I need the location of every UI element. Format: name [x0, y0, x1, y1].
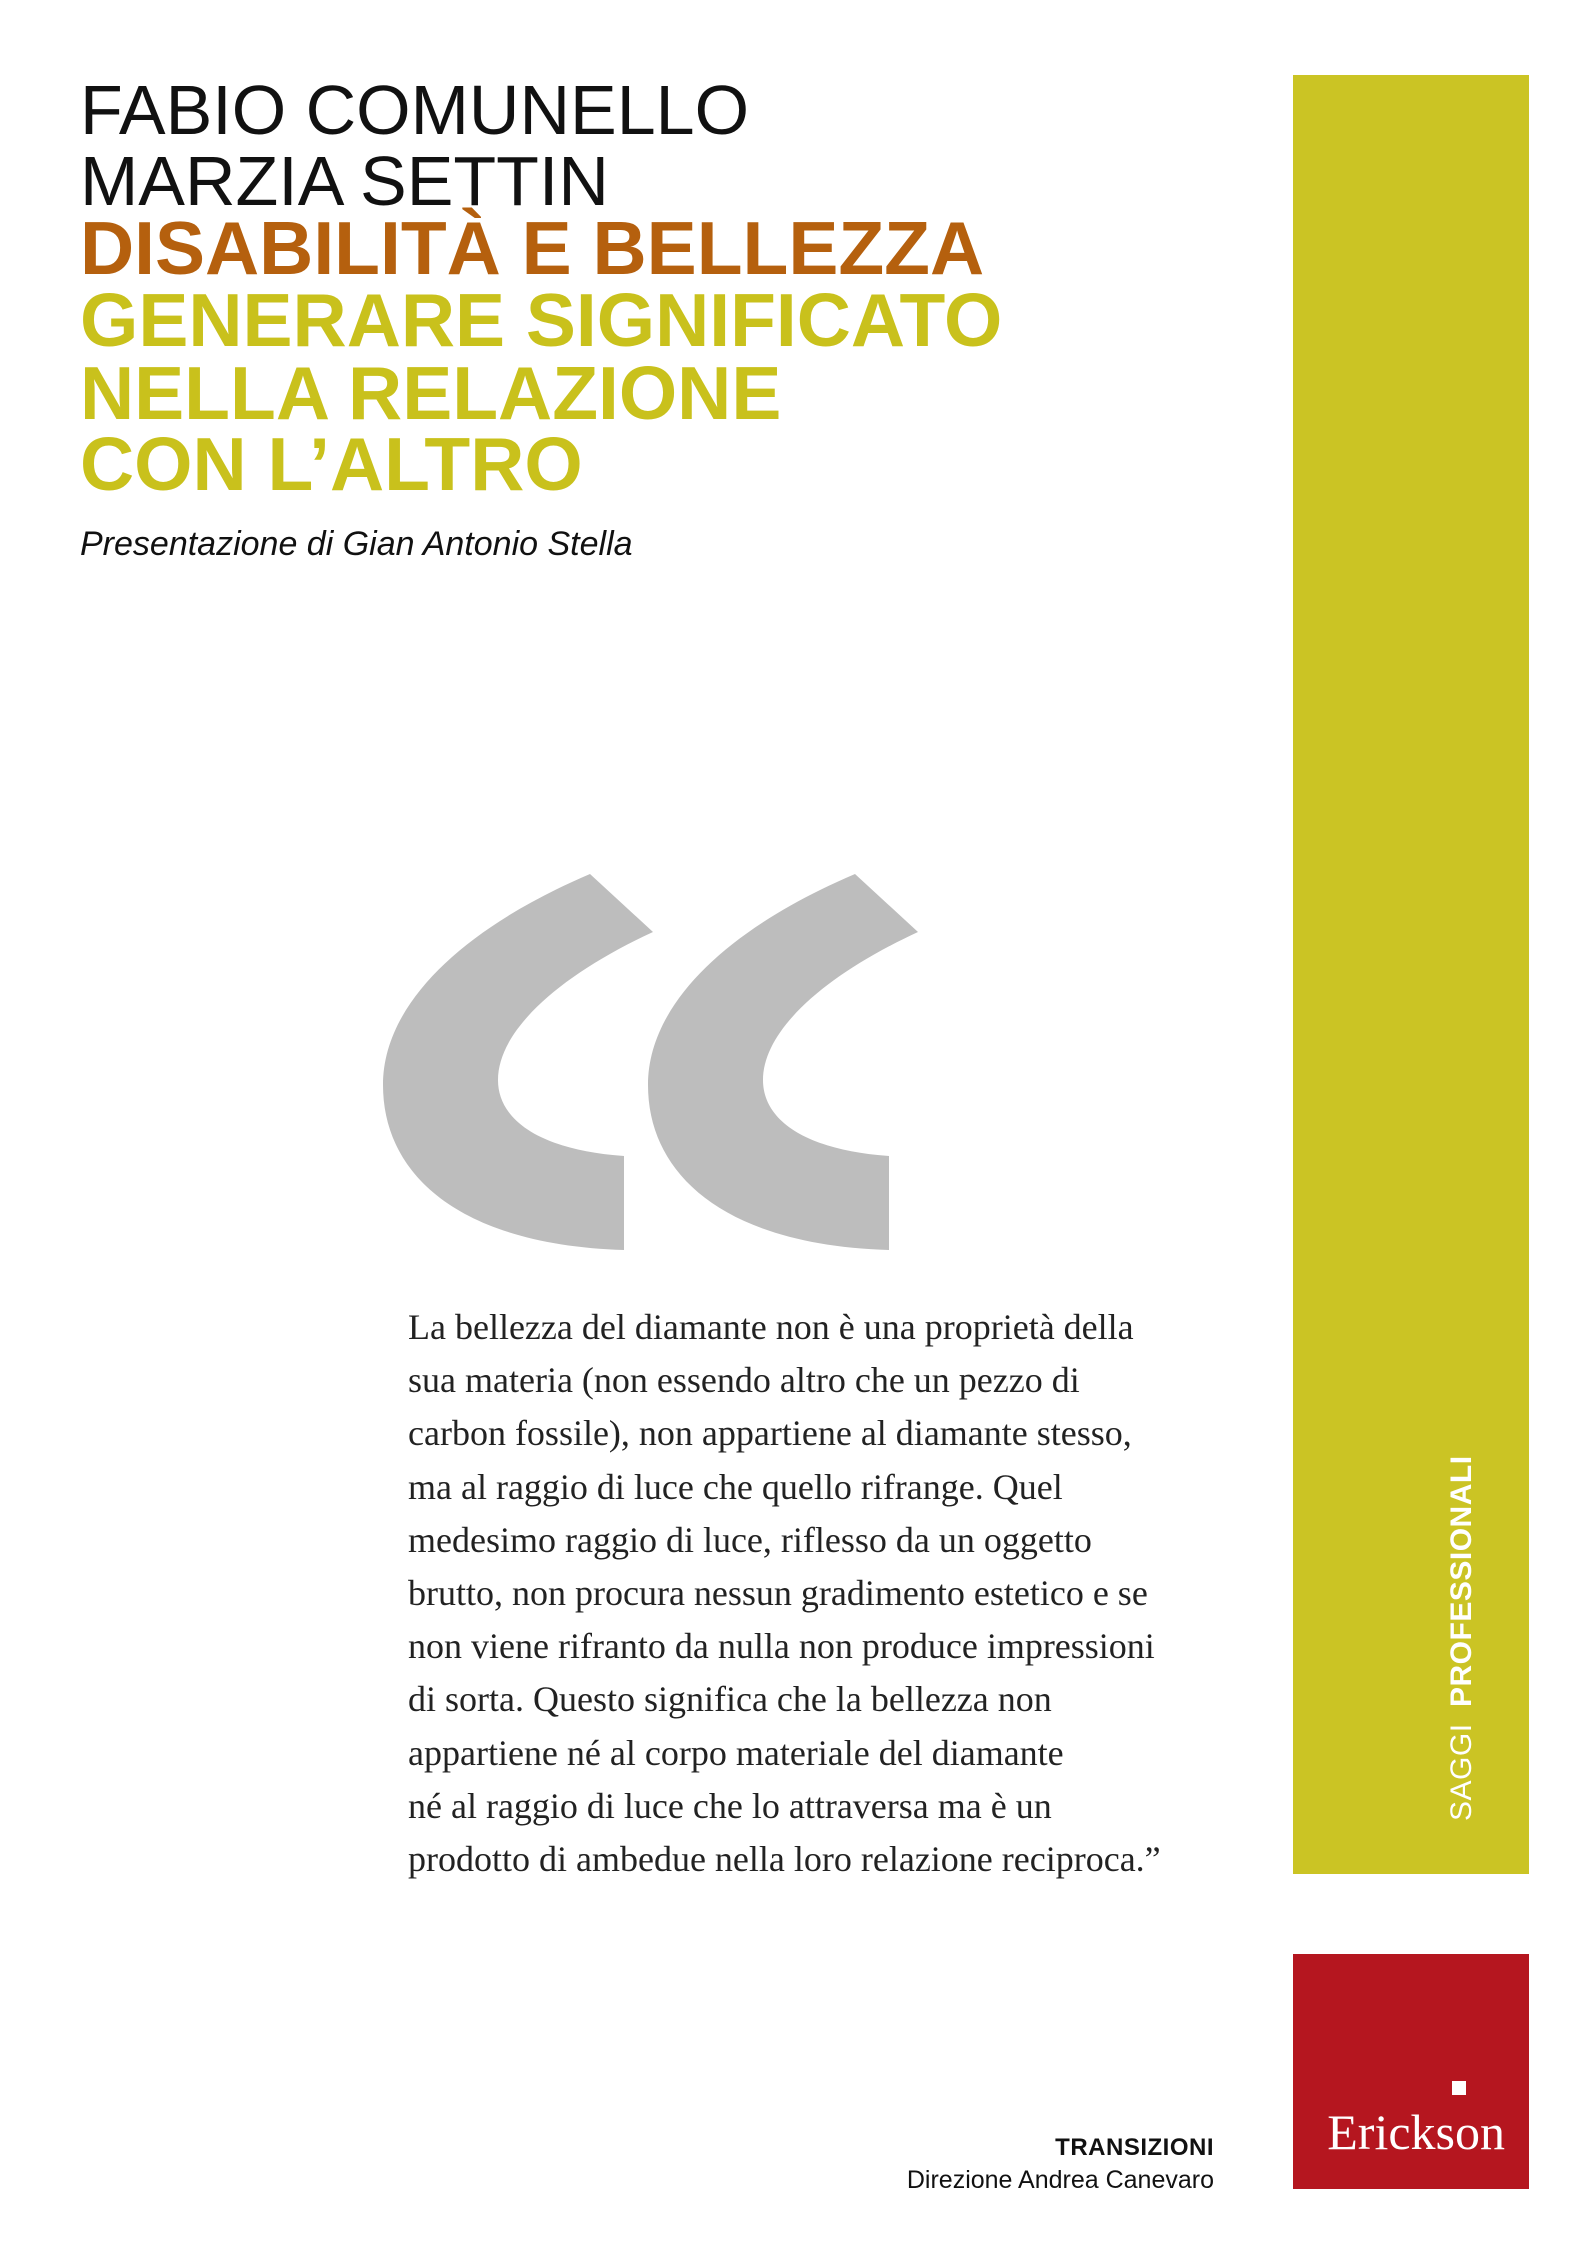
series-label-bold: PROFESSIONALI: [1445, 1455, 1478, 1707]
quote-line: non viene rifranto da nulla non produce impressioni: [408, 1626, 1155, 1667]
author-name: FABIO COMUNELLO: [80, 71, 750, 149]
book-subtitle-line: GENERARE SIGNIFICATO: [80, 278, 1003, 362]
quotation-mark-right-icon: [648, 874, 918, 1250]
quote-line: né al raggio di luce che lo attraversa ma è un: [408, 1785, 1052, 1826]
logo-square-mark: [1452, 2081, 1466, 2095]
collection-name: TRANSIZIONI: [1055, 2134, 1214, 2161]
collection-director: Direzione Andrea Canevaro: [906, 2166, 1214, 2194]
series-label-light: SAGGI: [1445, 1723, 1478, 1821]
presentation-credit: Presentazione di Gian Antonio Stella: [80, 525, 633, 563]
quotation-mark-left-icon: [383, 874, 653, 1250]
quote-line: di sorta. Questo significa che la bellezza non: [408, 1679, 1052, 1720]
series-label: [1445, 1455, 1479, 1821]
quotation-mark-icon: [370, 860, 940, 1270]
quote-line: ma al raggio di luce che quello rifrange. Quel: [408, 1466, 1063, 1507]
quote-line: prodotto di ambedue nella loro relazione reciproca.”: [408, 1839, 1161, 1880]
series-band: [1293, 75, 1529, 1874]
quote-line: carbon fossile), non appartiene al diamante stesso,: [408, 1413, 1132, 1454]
quote-line: medesimo raggio di luce, riflesso da un oggetto: [408, 1519, 1092, 1560]
book-title: DISABILITÀ E BELLEZZA: [80, 206, 985, 290]
quote-line: appartiene né al corpo materiale del diamante: [408, 1732, 1064, 1773]
quote-text: [408, 1301, 1161, 1886]
publisher-name: Erickson: [1327, 2104, 1505, 2160]
quote-line: sua materia (non essendo altro che un pezzo di: [408, 1360, 1080, 1401]
book-subtitle-line: NELLA RELAZIONE: [80, 351, 782, 435]
quote-line: brutto, non procura nessun gradimento estetico e se: [408, 1573, 1148, 1614]
book-subtitle-line: CON L’ALTRO: [80, 422, 583, 506]
publisher-logo: [1293, 1954, 1529, 2189]
author-name: MARZIA SETTIN: [80, 142, 609, 220]
quote-line: La bellezza del diamante non è una proprietà della: [408, 1307, 1134, 1347]
